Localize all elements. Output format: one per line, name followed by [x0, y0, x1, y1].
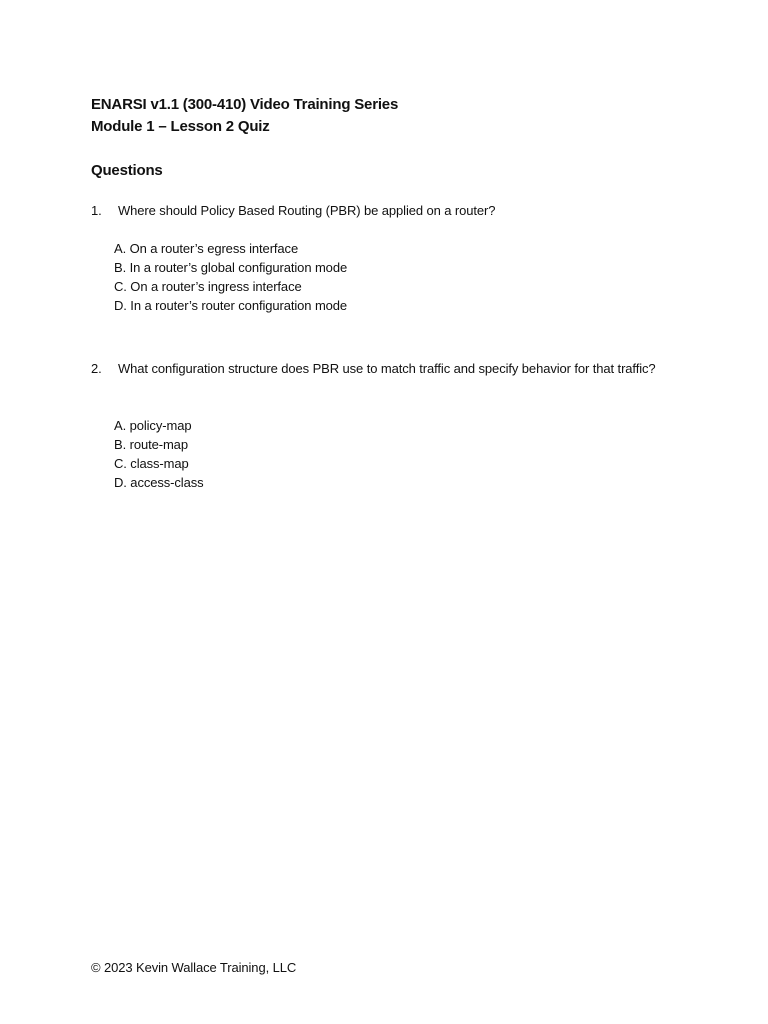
question-2-options	[114, 416, 204, 492]
option-b: B. In a router’s global configuration mode	[114, 260, 348, 275]
question-text: What configuration structure does PBR use to match traffic and specify behavior for that traffic?	[118, 361, 656, 376]
option-a: A. policy-map	[114, 418, 192, 433]
option-c: C. class-map	[114, 456, 189, 471]
question-text: Where should Policy Based Routing (PBR) be applied on a router?	[118, 203, 496, 218]
document-title: ENARSI v1.1 (300-410) Video Training Series	[91, 96, 399, 113]
option-c: C. On a router’s ingress interface	[114, 279, 302, 294]
option-d: D. access-class	[114, 475, 204, 490]
question-2	[91, 359, 681, 378]
question-1	[91, 201, 681, 220]
option-d: D. In a router’s router configuration mode	[114, 298, 348, 313]
option-a: A. On a router’s egress interface	[114, 241, 299, 256]
question-number: 1.	[91, 203, 102, 218]
document-subtitle: Module 1 – Lesson 2 Quiz	[91, 118, 270, 135]
question-1-options	[114, 239, 347, 315]
section-heading: Questions	[91, 162, 163, 179]
copyright-footer: © 2023 Kevin Wallace Training, LLC	[91, 960, 297, 975]
question-number: 2.	[91, 361, 102, 376]
option-b: B. route-map	[114, 437, 188, 452]
